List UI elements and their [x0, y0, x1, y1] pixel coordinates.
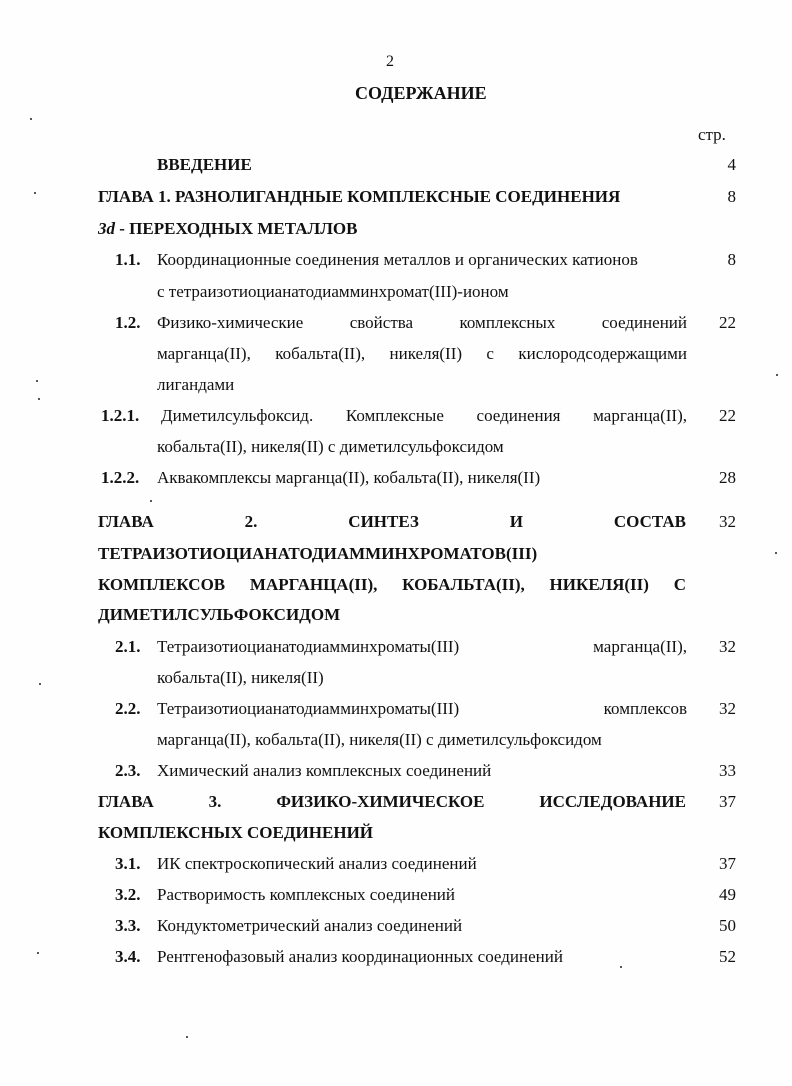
- toc-label: ГЛАВА 2. СИНТЕЗ И СОСТАВ: [98, 512, 686, 531]
- toc-page: 4: [727, 155, 736, 174]
- toc-label-line2: кобальта(II), никеля(II): [157, 668, 324, 687]
- scan-speck: [34, 192, 36, 194]
- toc-label: Тетраизотиоцианатодиамминхроматы(III) марганца(II),: [157, 637, 687, 656]
- toc-number: 3.1.: [115, 854, 141, 873]
- toc-number: 2.3.: [115, 761, 141, 780]
- toc-page: 22: [719, 313, 736, 332]
- toc-label: Рентгенофазовый анализ координационных соединений: [157, 947, 563, 966]
- toc-page: 52: [719, 947, 736, 966]
- toc-label-line2: кобальта(II), никеля(II) с диметилсульфоксидом: [157, 437, 504, 456]
- toc-label-line2: КОМПЛЕКСНЫХ СОЕДИНЕНИЙ: [98, 823, 374, 842]
- toc-label: Химический анализ комплексных соединений: [157, 761, 492, 780]
- toc-label-line2: с тетраизотиоцианатодиамминхромат(III)-ионом: [157, 282, 509, 301]
- toc-page: 37: [719, 792, 736, 811]
- toc-label: Диметилсульфоксид. Комплексные соединения марганца(II),: [161, 406, 687, 425]
- toc-label-line2: [98, 220, 357, 237]
- toc-label: Физико-химические свойства комплексных соединений: [157, 313, 687, 332]
- toc-label-line2: ТЕТРАИЗОТИОЦИАНАТОДИАММИНХРОМАТОВ(III): [98, 544, 538, 563]
- scan-speck: [36, 380, 38, 382]
- toc-label: Аквакомплексы марганца(II), кобальта(II), никеля(II): [157, 468, 541, 487]
- toc-label: ВВЕДЕНИЕ: [157, 155, 252, 174]
- toc-label-line2: марганца(II), кобальта(II), никеля(II) с кислородсодержащими: [157, 344, 687, 363]
- page-title: СОДЕРЖАНИЕ: [355, 83, 487, 103]
- toc-label-line3: КОМПЛЕКСОВ МАРГАНЦА(II), КОБАЛЬТА(II), НИКЕЛЯ(II) С: [98, 575, 686, 594]
- scan-speck: [620, 966, 622, 968]
- toc-label-line2: марганца(II), кобальта(II), никеля(II) с диметилсульфоксидом: [157, 730, 602, 749]
- scan-speck: [150, 500, 152, 502]
- toc-label: ГЛАВА 3. ФИЗИКО-ХИМИЧЕСКОЕ ИССЛЕДОВАНИЕ: [98, 792, 686, 811]
- toc-number: 3.4.: [115, 947, 141, 966]
- toc-label: Тетраизотиоцианатодиамминхроматы(III) комплексов: [157, 699, 687, 718]
- toc-number: 2.1.: [115, 637, 141, 656]
- toc-page: 32: [719, 699, 736, 718]
- toc-number: 3.3.: [115, 916, 141, 935]
- toc-page: 50: [719, 916, 736, 935]
- toc-page: 8: [727, 250, 736, 269]
- toc-label: ГЛАВА 1. РАЗНОЛИГАНДНЫЕ КОМПЛЕКСНЫЕ СОЕДИНЕНИЯ: [98, 187, 621, 206]
- scan-speck: [775, 552, 777, 554]
- scan-speck: [776, 374, 778, 376]
- toc-label-line4: ДИМЕТИЛСУЛЬФОКСИДОМ: [98, 605, 341, 624]
- toc-label-line3: лигандами: [157, 375, 235, 394]
- toc-page: 22: [719, 406, 736, 425]
- toc-number: 1.2.2.: [101, 468, 140, 487]
- toc-number: 1.1.: [115, 250, 141, 269]
- scan-speck: [38, 398, 40, 400]
- toc-page: 28: [719, 468, 736, 487]
- toc-label: Координационные соединения металлов и органических катионов: [157, 250, 638, 269]
- scan-speck: [39, 683, 41, 685]
- toc-label: Растворимость комплексных соединений: [157, 885, 456, 904]
- toc-page: 49: [719, 885, 736, 904]
- toc-number: 1.2.1.: [101, 406, 140, 425]
- page-column-label: стр.: [698, 125, 726, 144]
- toc-page: 8: [727, 187, 736, 206]
- toc-page: 32: [719, 512, 736, 531]
- toc-label-text: - ПЕРЕХОДНЫХ МЕТАЛЛОВ: [115, 219, 358, 238]
- toc-page: 37: [719, 854, 736, 873]
- scan-speck: [37, 952, 39, 954]
- toc-label-prefix: 3d: [98, 219, 115, 238]
- toc-label: ИК спектроскопический анализ соединений: [157, 854, 477, 873]
- scan-speck: [186, 1036, 188, 1038]
- toc-number: 2.2.: [115, 699, 141, 718]
- toc-number: 3.2.: [115, 885, 141, 904]
- page-number: 2: [386, 53, 394, 70]
- toc-page: 33: [719, 761, 736, 780]
- toc-label: Кондуктометрический анализ соединений: [157, 916, 463, 935]
- toc-page: 32: [719, 637, 736, 656]
- toc-number: 1.2.: [115, 313, 141, 332]
- scan-speck: [30, 118, 32, 120]
